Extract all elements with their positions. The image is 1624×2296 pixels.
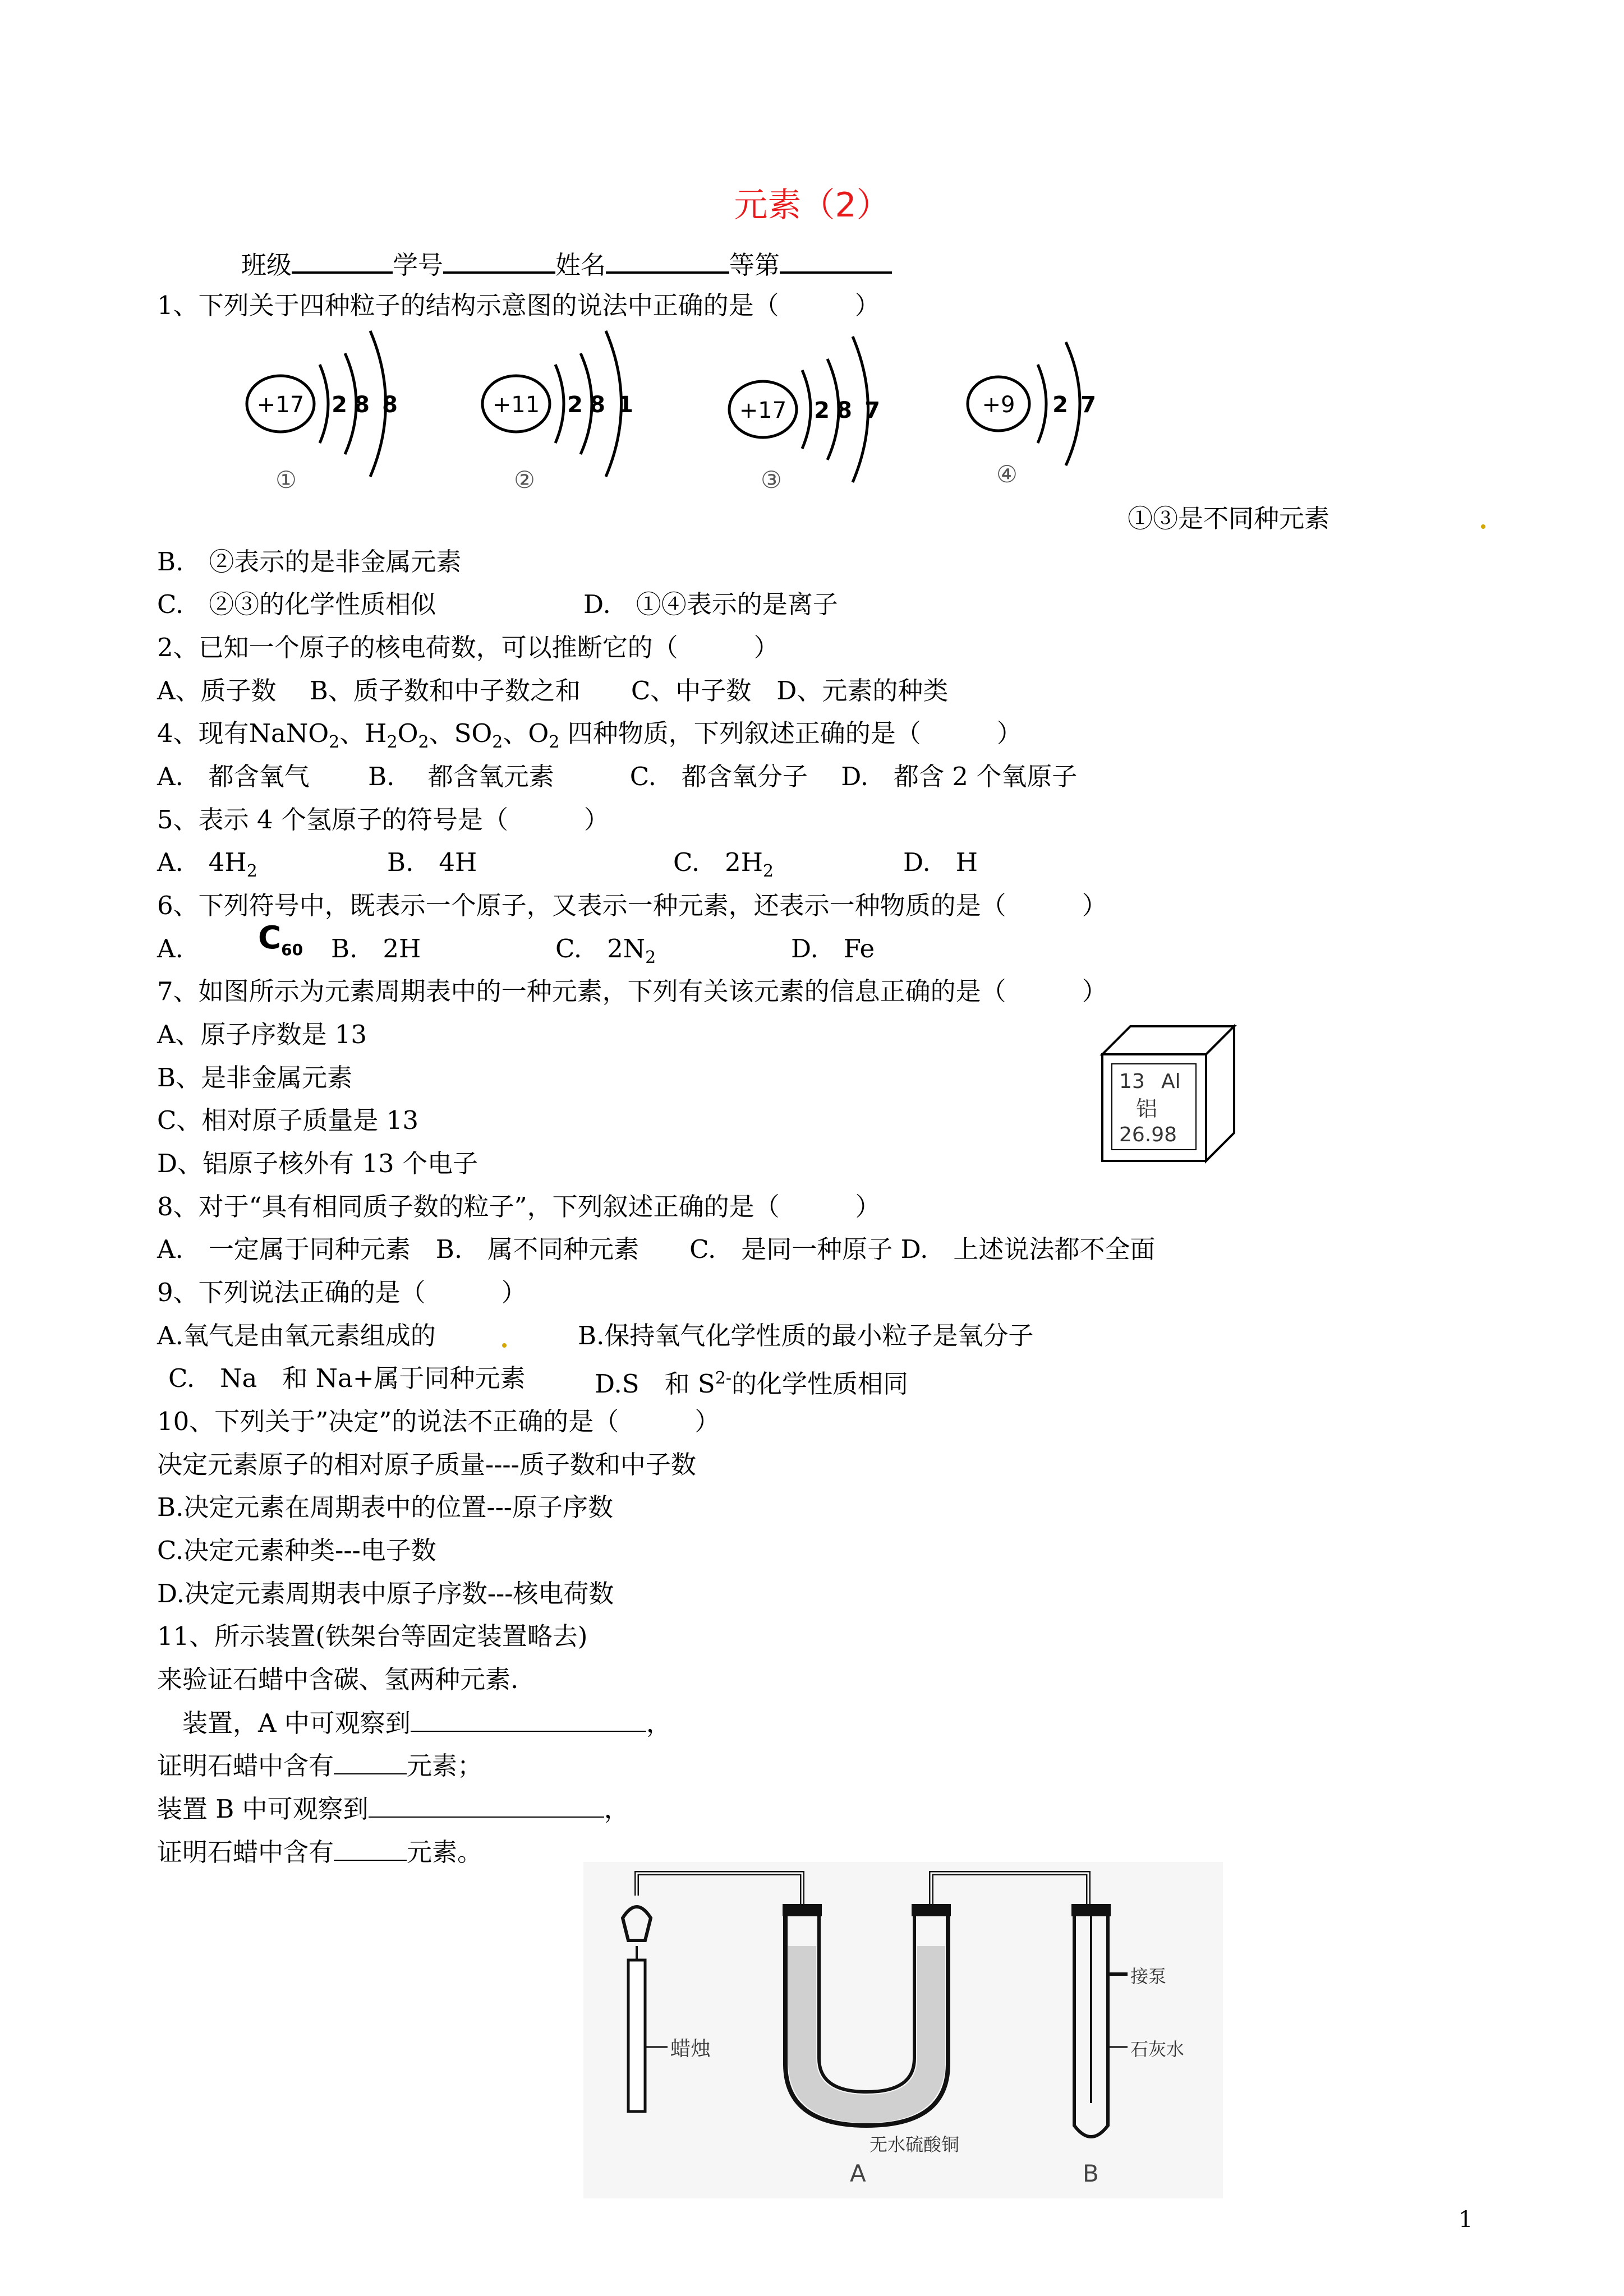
q6-option-b: B. 2H (331, 934, 421, 963)
q5-option-b: B. 4H (387, 847, 477, 877)
label-a: A (850, 2160, 866, 2187)
atom-2-label: ② (514, 466, 535, 494)
atom-structure-diagrams (236, 325, 1526, 505)
page-number: 1 (1459, 2207, 1473, 2233)
atom-2-shell-1: 2 (567, 392, 583, 418)
q8-options: A. 一定属于同种元素 B. 属不同种元素 C. 是同一种原子 D. 上述说法都不全面 (157, 1234, 1156, 1264)
q11-line-3: 装置，A 中可观察到 ， (157, 1706, 671, 1740)
id-blank[interactable] (443, 247, 555, 274)
q4-stem-suffix: 四种物质，下列叙述正确的是（ ） (567, 718, 1022, 748)
id-label: 学号 (393, 250, 444, 280)
q11-line-2: 来验证石蜡中含碳、氢两种元素. (157, 1665, 519, 1694)
q11-line-5: 装置 B 中可观察到 ， (157, 1792, 629, 1826)
q10-option-b: B.决定元素在周期表中的位置---原子序数 (157, 1492, 613, 1522)
atom-3-shell-2: 8 (836, 398, 852, 423)
q9-option-d: D.S 和 $S^{2-}$的化学性质相同 (595, 1368, 908, 1399)
q11-line-6: 证明石蜡中含有 元素。 (157, 1835, 482, 1869)
atom-1-shell-3: 8 (382, 392, 398, 418)
name-blank[interactable] (606, 247, 729, 274)
q1-option-a: ①③是不同种元素 (1128, 504, 1330, 533)
q11-line-4: 证明石蜡中含有 元素； (157, 1749, 482, 1783)
q5-option-c: C. $2H_2$ (673, 847, 774, 881)
q7-option-d: D、铝原子核外有 13 个电子 (157, 1149, 478, 1178)
stray-dot-2 (502, 1343, 507, 1348)
q7-option-c: C、相对原子质量是 13 (157, 1105, 418, 1135)
q6-option-a: A. (157, 934, 183, 963)
q9-option-b: B.保持氧气化学性质的最小粒子是氧分子 (578, 1321, 1034, 1350)
q7-option-b: B、是非金属元素 (157, 1063, 353, 1092)
q8-stem: 8、对于“具有相同质子数的粒子”，下列叙述正确的是（ ） (157, 1192, 881, 1221)
atom-1-label: ① (275, 466, 297, 494)
atom-3-nucleus: +17 (739, 398, 787, 423)
atom-4-shell-1: 2 (1052, 392, 1068, 418)
atom-3-shell-3: 7 (864, 398, 880, 423)
candle-icon (628, 1960, 645, 2111)
q10-option-c: C.决定元素种类---电子数 (157, 1536, 436, 1565)
q4-stem-prefix: 4、现有 (157, 718, 249, 748)
limewater-label: 石灰水 (1130, 2039, 1185, 2060)
q10-option-a: 决定元素原子的相对原子质量----质子数和中子数 (157, 1450, 696, 1479)
q5-option-a: A. $4H_2$ (157, 847, 257, 881)
q9-option-a: A.氧气是由氧元素组成的 (157, 1321, 436, 1350)
q4-formulas: NaNO$_2$、$H_2O_2$、$SO_2$、$O_2$ (249, 718, 560, 752)
q11-blank-a-observation[interactable] (411, 1706, 646, 1732)
q2-stem: 2、已知一个原子的核电荷数，可以推断它的（ ） (157, 633, 779, 662)
q11-blank-a-element[interactable] (334, 1749, 407, 1774)
q4-options: A. 都含氧气 B. 都含氧元素 C. 都含氧分子 D. 都含 2 个氧原子 (157, 762, 1078, 791)
q2-options: A、质子数 B、质子数和中子数之和 C、中子数 D、元素的种类 (157, 676, 949, 706)
atom-1-shell-2: 8 (354, 392, 370, 418)
q11-stem: 11、所示装置(铁架台等固定装置略去) (157, 1621, 588, 1651)
q10-stem: 10、下列关于”决定”的说法不正确的是（ ） (157, 1407, 720, 1436)
q5-stem: 5、表示 4 个氢原子的符号是（ ） (157, 805, 609, 835)
q4-stem (157, 717, 1022, 759)
desiccant-label: 无水硫酸铜 (869, 2134, 960, 2155)
element-number: 13 (1119, 1070, 1145, 1093)
grade-label: 等第 (729, 250, 780, 280)
gas-outlet-label: 接泵 (1130, 1966, 1167, 1987)
q6-option-d: D. Fe (791, 934, 875, 963)
q5-option-d: D. H (903, 847, 978, 877)
atom-1-shell-1: 2 (332, 392, 347, 418)
q9-option-c: C. Na 和 Na+属于同种元素 (168, 1363, 526, 1393)
stray-dot (1481, 524, 1485, 529)
apparatus-figure (583, 1862, 1223, 2198)
q11-blank-b-element[interactable] (334, 1835, 407, 1861)
label-b: B (1083, 2160, 1099, 2187)
atom-2-shell-3: 1 (618, 392, 633, 418)
atom-4-label: ④ (996, 460, 1018, 488)
q6-c60-formula: $C_{60}$ (258, 920, 303, 960)
q7-stem: 7、如图所示为元素周期表中的一种元素，下列有关该元素的信息正确的是（ ） (157, 976, 1107, 1006)
q7-option-a: A、原子序数是 13 (157, 1020, 367, 1049)
atom-4-nucleus: +9 (982, 392, 1015, 418)
atom-3-label: ③ (761, 466, 782, 494)
element-mass: 26.98 (1119, 1123, 1177, 1146)
class-label: 班级 (241, 250, 292, 280)
atom-4-shell-2: 7 (1080, 392, 1096, 418)
student-info-row (241, 247, 892, 282)
q11-blank-b-observation[interactable] (369, 1792, 604, 1818)
atom-2-shell-2: 8 (590, 392, 605, 418)
element-symbol: Al (1161, 1070, 1181, 1093)
q1-option-c: C. ②③的化学性质相似 (157, 589, 436, 619)
atom-3-shell-1: 2 (814, 398, 830, 423)
atom-diagram-2 (482, 331, 633, 494)
q9-stem: 9、下列说法正确的是（ ） (157, 1278, 527, 1307)
atom-1-nucleus: +17 (256, 392, 305, 418)
q1-option-d: D. ①④表示的是离子 (583, 589, 838, 619)
atom-diagram-3 (729, 336, 880, 494)
element-name: 铝 (1136, 1096, 1158, 1121)
page-title: 元素（2） (734, 186, 890, 225)
class-blank[interactable] (292, 247, 393, 274)
q1-option-b: B. ②表示的是非金属元素 (157, 547, 462, 577)
name-label: 姓名 (555, 250, 606, 280)
q1-stem: 1、下列关于四种粒子的结构示意图的说法中正确的是（ ） (157, 291, 880, 320)
q10-option-d: D.决定元素周期表中原子序数---核电荷数 (157, 1579, 614, 1608)
q6-option-c: C. $2N_2$ (555, 934, 656, 967)
periodic-element-cell (1099, 1021, 1245, 1172)
grade-blank[interactable] (780, 247, 892, 274)
atom-diagram-1 (247, 331, 398, 494)
atom-2-nucleus: +11 (492, 392, 540, 418)
q6-stem: 6、下列符号中，既表示一个原子，又表示一种元素，还表示一种物质的是（ ） (157, 891, 1107, 920)
candle-label: 蜡烛 (670, 2037, 711, 2060)
atom-diagram-4 (968, 342, 1096, 488)
